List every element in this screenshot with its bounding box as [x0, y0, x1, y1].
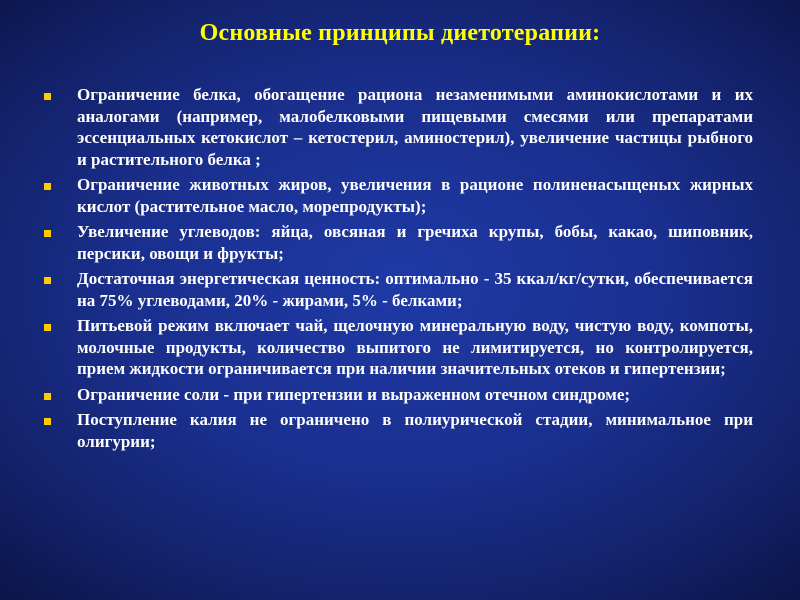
bullet-list [40, 84, 753, 456]
bullet-item-potassium [40, 409, 753, 452]
bullet-item-fats [40, 174, 753, 217]
square-bullet-icon [44, 183, 51, 190]
bullet-item-protein [40, 84, 753, 170]
square-bullet-icon [44, 393, 51, 400]
bullet-item-carbohydrates [40, 221, 753, 264]
square-bullet-icon [44, 324, 51, 331]
bullet-text: Достаточная энергетическая ценность: оптимально - 35 ккал/кг/сутки, обеспечивается на 75% углеводами, 20% - жирами, 5% - белками; [77, 269, 753, 310]
square-bullet-icon [44, 230, 51, 237]
bullet-text: Поступление калия не ограничено в полиурической стадии, минимальное при олигурии; [77, 410, 753, 451]
square-bullet-icon [44, 418, 51, 425]
bullet-text: Ограничение белка, обогащение рациона незаменимыми аминокислотами и их аналогами (например, малобелковыми пищевыми смесями или препаратами эссенциальных кетокислот – кетостерил, аминостерил), увеличение частицы рыбного и растительного белка ; [77, 85, 753, 169]
square-bullet-icon [44, 93, 51, 100]
bullet-item-drinking [40, 315, 753, 380]
square-bullet-icon [44, 277, 51, 284]
bullet-text: Ограничение животных жиров, увеличения в рационе полиненасыщеных жирных кислот (растительное масло, морепродукты); [77, 175, 753, 216]
bullet-item-energy [40, 268, 753, 311]
bullet-item-salt [40, 384, 753, 406]
bullet-text: Увеличение углеводов: яйца, овсяная и гречиха крупы, бобы, какао, шиповник, персики, овощи и фрукты; [77, 222, 753, 263]
bullet-text: Ограничение соли - при гипертензии и выраженном отечном синдроме; [77, 384, 631, 404]
bullet-text: Питьевой режим включает чай, щелочную минеральную воду, чистую воду, компоты, молочные продукты, количество выпитого не лимитируется, но контролируется, прием жидкости ограничивается при наличии значительных отеков и гипертензии; [77, 316, 753, 378]
slide-title: Основные принципы диетотерапии: [199, 20, 601, 46]
